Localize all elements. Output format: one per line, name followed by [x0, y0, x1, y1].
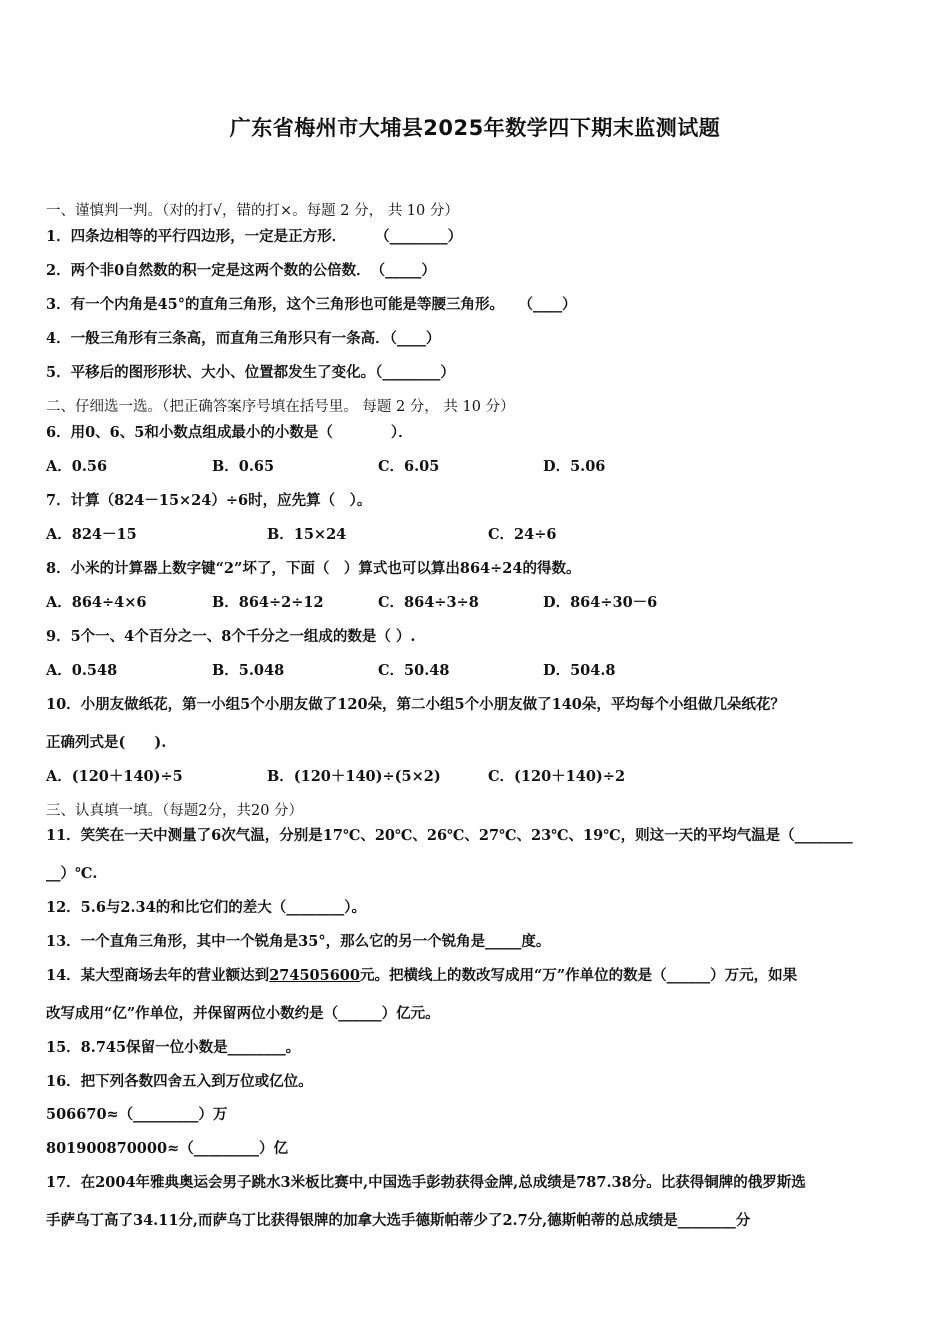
- question-9-option-c: C．50.48: [378, 662, 450, 679]
- section-1-heading: 一、谨慎判一判。（对的打√，错的打×。每题 2 分， 共 10 分）: [46, 203, 459, 219]
- question-1: 1．四条边相等的平行四边形，一定是正方形． （________）: [46, 228, 463, 245]
- question-7-option-a: A．824－15: [46, 526, 137, 543]
- question-14-suffix: 元。把横线上的数改写成用“万”作单位的数是（______）万元，如果: [360, 967, 798, 984]
- question-10: 10．小朋友做纸花，第一小组5个小朋友做了120朵，第二小组5个小朋友做了140朵，平均每个小组做几朵纸花？: [46, 696, 785, 713]
- question-6: 6．用0、6、5和小数点组成最小的小数是（ ）．: [46, 424, 413, 441]
- question-8: 8．小米的计算器上数字键“2”坏了，下面（ ）算式也可以算出864÷24的得数。: [46, 560, 581, 577]
- question-7: 7．计算（824－15×24）÷6时，应先算（ ）。: [46, 492, 372, 509]
- question-10-option-b: B．(120＋140)÷(5×2): [267, 768, 441, 785]
- section-2-heading: 二、仔细选一选。（把正确答案序号填在括号里。 每题 2 分， 共 10 分）: [46, 399, 515, 415]
- question-17-line-2: 手萨乌丁高了34.11分,而萨乌丁比获得银牌的加拿大选手德斯帕蒂少了2.7分,德斯帕蒂的总成绩是________分: [46, 1212, 751, 1229]
- question-8-option-b: B．864÷2÷12: [212, 594, 324, 611]
- question-10-line-2: 正确列式是( ).: [46, 734, 167, 751]
- question-16-part-b: 801900870000≈（_________）亿: [46, 1140, 288, 1157]
- question-6-option-d: D．5.06: [543, 458, 606, 475]
- question-6-option-a: A．0.56: [46, 458, 108, 475]
- question-3: 3．有一个内角是45°的直角三角形，这个三角形也可能是等腰三角形。 （____）: [46, 296, 577, 313]
- question-10-option-c: C．(120＋140)÷2: [488, 768, 626, 785]
- question-9: 9．5个一、4个百分之一、8个千分之一组成的数是（ ）.: [46, 628, 416, 645]
- question-4: 4．一般三角形有三条高，而直角三角形只有一条高．（____）: [46, 330, 441, 347]
- question-15: 15．8.745保留一位小数是________。: [46, 1039, 301, 1056]
- question-16: 16．把下列各数四舍五入到万位或亿位。: [46, 1073, 313, 1090]
- section-3-heading: 三、认真填一填。（每题2分，共20 分）: [46, 803, 304, 819]
- question-14-prefix: 14．某大型商场去年的营业额达到: [46, 967, 270, 984]
- question-7-option-c: C．24÷6: [488, 526, 557, 543]
- question-11: 11．笑笑在一天中测量了6次气温，分别是17℃、20℃、26℃、27℃、23℃、19℃，则这一天的平均气温是（________: [46, 827, 853, 844]
- question-11-line-2: __）℃.: [46, 865, 98, 882]
- question-10-option-a: A．(120＋140)÷5: [46, 768, 183, 785]
- question-14-underlined-number: 274505600: [269, 967, 360, 984]
- question-12: 12．5.6与2.34的和比它们的差大（________）。: [46, 899, 366, 916]
- question-7-option-b: B．15×24: [267, 526, 347, 543]
- question-13: 13．一个直角三角形，其中一个锐角是35°，那么它的另一个锐角是_____度。: [46, 933, 551, 950]
- question-9-option-d: D．504.8: [543, 662, 616, 679]
- question-5: 5．平移后的图形形状、大小、位置都发生了变化。（________）: [46, 364, 455, 381]
- question-6-option-b: B．0.65: [212, 458, 275, 475]
- question-16-part-a: 506670≈（_________）万: [46, 1106, 228, 1123]
- question-9-option-a: A．0.548: [46, 662, 118, 679]
- question-17: 17．在2004年雅典奥运会男子跳水3米板比赛中,中国选手彭勃获得金牌,总成绩是787.38分。比获得铜牌的俄罗斯选: [46, 1174, 806, 1191]
- question-14: [46, 966, 797, 986]
- question-2: 2．两个非0自然数的积一定是这两个数的公倍数． （_____）: [46, 262, 436, 279]
- question-9-option-b: B．5.048: [212, 662, 285, 679]
- question-8-option-d: D．864÷30－6: [543, 594, 658, 611]
- question-8-option-c: C．864÷3÷8: [378, 594, 479, 611]
- page-title: 广东省梅州市大埔县2025年数学四下期末监测试题: [229, 116, 721, 140]
- question-14-line-2: 改写成用“亿”作单位，并保留两位小数约是（______）亿元。: [46, 1005, 440, 1022]
- question-6-option-c: C．6.05: [378, 458, 440, 475]
- question-8-option-a: A．864÷4×6: [46, 594, 147, 611]
